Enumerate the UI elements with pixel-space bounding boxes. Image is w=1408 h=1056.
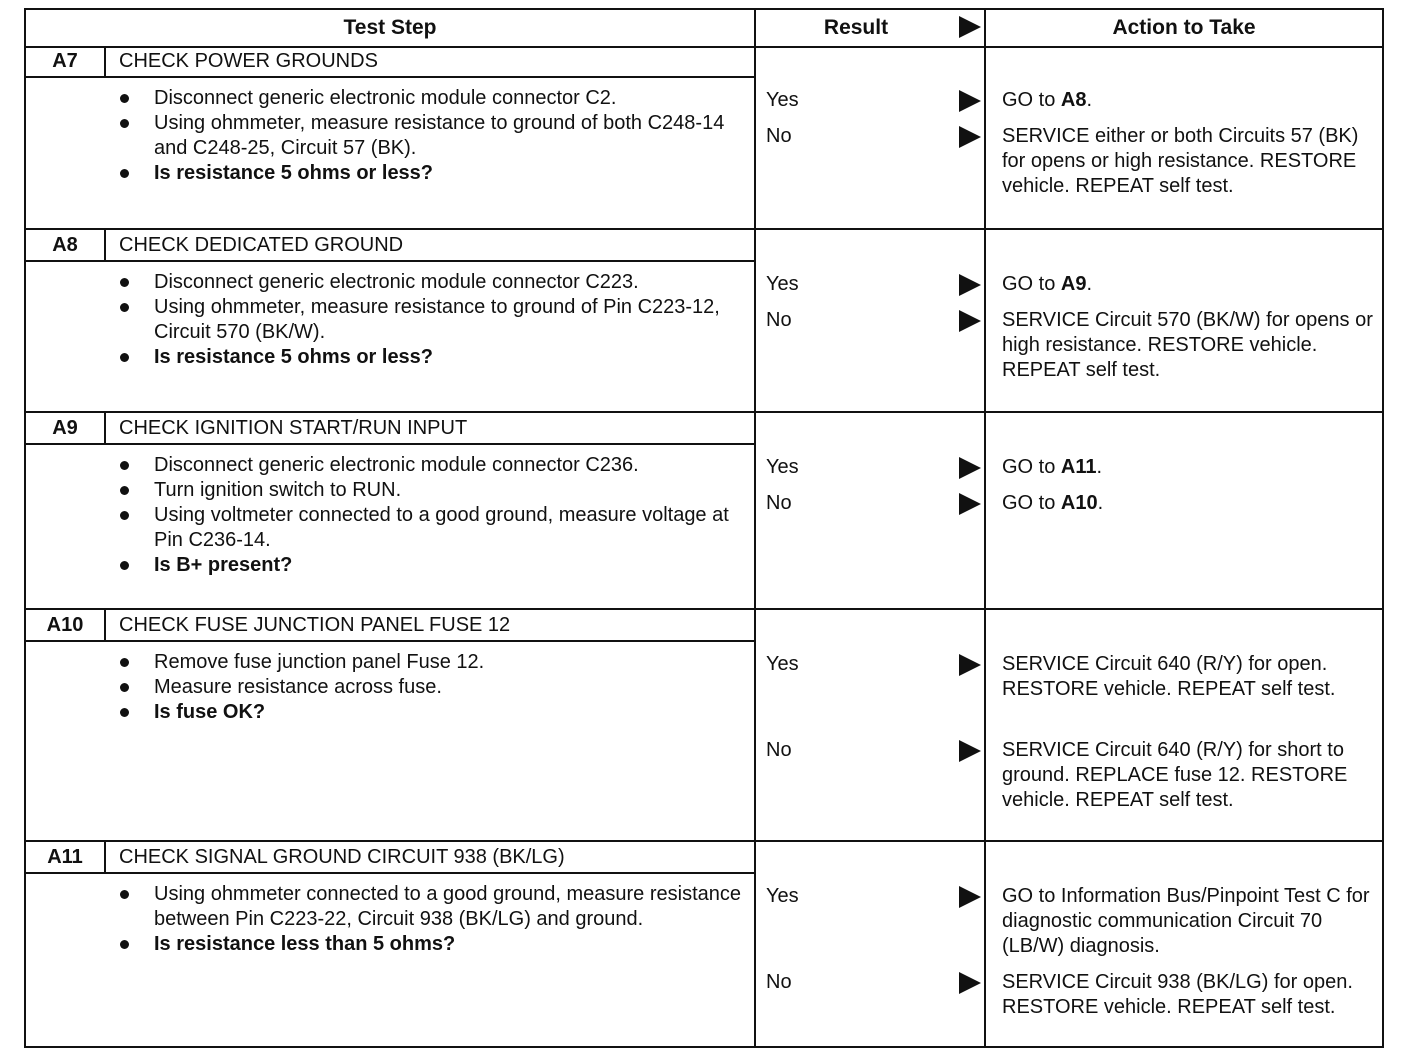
instruction-item: Disconnect generic electronic module connector C2.: [116, 86, 746, 111]
action-no: SERVICE either or both Circuits 57 (BK) for opens or high resistance. RESTORE vehicle. REPEAT self test.: [1002, 125, 1359, 197]
instruction-item: Using ohmmeter, measure resistance to ground of Pin C223-12, Circuit 570 (BK/W).: [116, 295, 746, 345]
step-title-bar: [26, 46, 754, 78]
arrow-icon: [959, 274, 981, 296]
diagnostic-test-table: [24, 8, 1384, 1048]
instruction-question: Is fuse OK?: [116, 700, 746, 725]
arrow-icon: [959, 457, 981, 479]
action-yes: GO to Information Bus/Pinpoint Test C for diagnostic communication Circuit 70 (LB/W) diagnosis.: [1002, 885, 1370, 957]
instruction-item: Disconnect generic electronic module connector C223.: [116, 270, 746, 295]
arrow-icon: [959, 972, 981, 994]
action-yes: GO to A9.: [1002, 273, 1093, 295]
step-instructions: [116, 882, 746, 957]
result-yes: Yes: [766, 653, 799, 675]
step-row-a10: [26, 610, 1382, 842]
result-no: No: [766, 492, 792, 514]
step-instructions: [116, 453, 746, 578]
header-arrow-icon: [959, 16, 981, 38]
arrow-icon: [959, 126, 981, 148]
instruction-item: Disconnect generic electronic module connector C236.: [116, 453, 746, 478]
step-title: CHECK DEDICATED GROUND: [119, 234, 404, 256]
header-action: Action to Take: [1112, 16, 1256, 39]
step-id: A9: [26, 413, 106, 445]
arrow-icon: [959, 886, 981, 908]
instruction-question: Is resistance 5 ohms or less?: [116, 161, 746, 186]
arrow-icon: [959, 654, 981, 676]
step-title-bar: [26, 413, 754, 445]
action-yes: SERVICE Circuit 640 (R/Y) for open. RESTORE vehicle. REPEAT self test.: [1002, 653, 1336, 700]
step-title-bar: [26, 230, 754, 262]
arrow-icon: [959, 493, 981, 515]
step-title-bar: [26, 610, 754, 642]
instruction-question: Is resistance 5 ohms or less?: [116, 345, 746, 370]
action-no: GO to A10.: [1002, 492, 1104, 514]
step-title: CHECK IGNITION START/RUN INPUT: [119, 417, 468, 439]
action-yes: GO to A8.: [1002, 89, 1093, 111]
instruction-item: Remove fuse junction panel Fuse 12.: [116, 650, 746, 675]
step-row-a8: [26, 230, 1382, 413]
step-instructions: [116, 86, 746, 186]
step-id: A11: [26, 842, 106, 874]
arrow-icon: [959, 310, 981, 332]
step-title-bar: [26, 842, 754, 874]
instruction-item: Using voltmeter connected to a good ground, measure voltage at Pin C236-14.: [116, 503, 746, 553]
action-no: SERVICE Circuit 640 (R/Y) for short to ground. REPLACE fuse 12. RESTORE vehicle. REPEAT self test.: [1002, 739, 1348, 811]
arrow-icon: [959, 740, 981, 762]
step-id: A7: [26, 46, 106, 78]
instruction-item: Using ohmmeter, measure resistance to ground of both C248-14 and C248-25, Circuit 57 (BK).: [116, 111, 746, 161]
result-no: No: [766, 125, 792, 147]
result-yes: Yes: [766, 885, 799, 907]
step-row-a9: [26, 413, 1382, 610]
result-no: No: [766, 739, 792, 761]
instruction-item: Using ohmmeter connected to a good ground, measure resistance between Pin C223-22, Circuit 938 (BK/LG) and ground.: [116, 882, 746, 932]
step-title: CHECK FUSE JUNCTION PANEL FUSE 12: [119, 614, 511, 636]
result-yes: Yes: [766, 456, 799, 478]
step-id: A8: [26, 230, 106, 262]
result-yes: Yes: [766, 273, 799, 295]
step-row-a11: [26, 842, 1382, 1046]
step-id: A10: [26, 610, 106, 642]
step-title: CHECK POWER GROUNDS: [119, 50, 378, 72]
result-no: No: [766, 309, 792, 331]
table-header: [26, 10, 1382, 48]
result-yes: Yes: [766, 89, 799, 111]
header-result: Result: [823, 16, 889, 39]
instruction-question: Is resistance less than 5 ohms?: [116, 932, 746, 957]
action-no: SERVICE Circuit 938 (BK/LG) for open. RESTORE vehicle. REPEAT self test.: [1002, 971, 1353, 1018]
header-test-step: Test Step: [343, 16, 437, 39]
step-title: CHECK SIGNAL GROUND CIRCUIT 938 (BK/LG): [119, 846, 565, 868]
instruction-question: Is B+ present?: [116, 553, 746, 578]
action-yes: GO to A11.: [1002, 456, 1103, 478]
step-row-a7: [26, 46, 1382, 230]
step-instructions: [116, 650, 746, 725]
instruction-item: Measure resistance across fuse.: [116, 675, 746, 700]
arrow-icon: [959, 90, 981, 112]
instruction-item: Turn ignition switch to RUN.: [116, 478, 746, 503]
result-no: No: [766, 971, 792, 993]
step-instructions: [116, 270, 746, 370]
action-no: SERVICE Circuit 570 (BK/W) for opens or high resistance. RESTORE vehicle. REPEAT self test.: [1002, 309, 1373, 381]
